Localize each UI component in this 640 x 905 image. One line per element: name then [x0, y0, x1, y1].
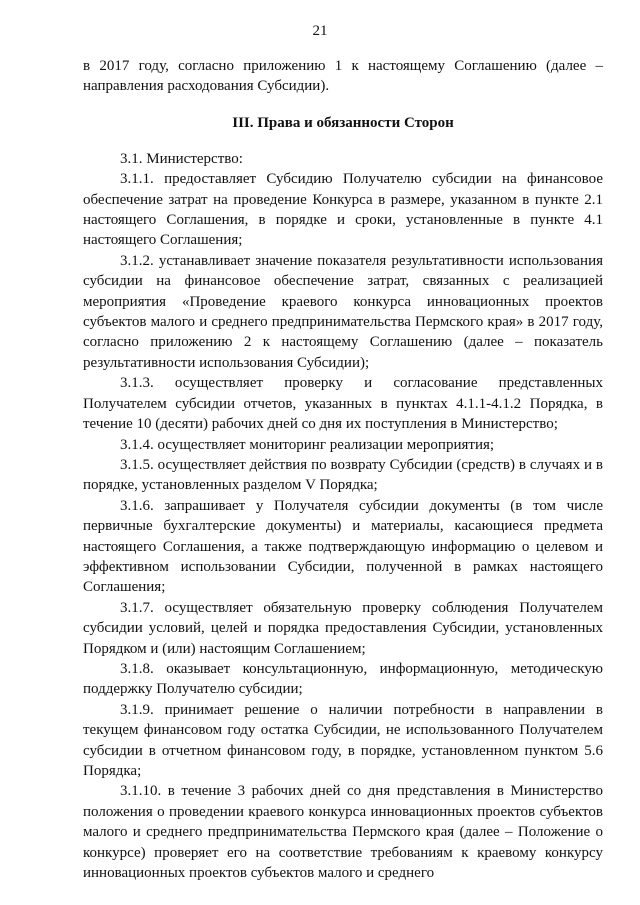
page-number: 21	[312, 23, 328, 39]
section-title: III. Права и обязанности Сторон	[232, 114, 454, 131]
paragraph-3-1-5: 3.1.5. осуществляет действия по возврату Субсидии (средств) в случаях и в порядке, установленных разделом V Порядка;	[83, 456, 603, 494]
intro-paragraph: в 2017 году, согласно приложению 1 к настоящему Соглашению (далее – направления расходования Субсидии).	[83, 58, 603, 95]
paragraph-3-1-1: 3.1.1. предоставляет Субсидию Получателю субсидии на финансовое обеспечение затрат на проведение Конкурса в размере, указанном в пункте 2.1 настоящего Соглашения, в порядке и сроки, установленные в пункте 4.1 настоящего Соглашения;	[83, 171, 603, 249]
paragraph-3-1-9: 3.1.9. принимает решение о наличии потребности в направлении в текущем финансовом году остатка Субсидии, не использованного Получателем субсидии в отчетном финансовом году, в порядке, установленном пунктом 5.6 Порядка;	[83, 701, 603, 779]
paragraph-3-1-3: 3.1.3. осуществляет проверку и согласование представленных Получателем субсидии отчетов, указанных в пунктах 4.1.1-4.1.2 Порядка, в течение 10 (десяти) рабочих дней со дня их поступления в Министерство;	[83, 375, 603, 433]
paragraph-3-1-10: 3.1.10. в течение 3 рабочих дней со дня представления в Министерство положения о проведении краевого конкурса инновационных проектов субъектов малого и среднего предпринимательства Пермского края (далее – Положение о конкурсе) проверяет его на соответствие требованиям к краевому конкурсу инновационных проектов субъектов малого и среднего	[83, 783, 603, 882]
paragraph-3-1-6: 3.1.6. запрашивает у Получателя субсидии документы (в том числе первичные бухгалтерские документы) и материалы, касающиеся предмета настоящего Соглашения, а также подтверждающую информацию о целевом и эффективном использовании Субсидии, полученной в рамках настоящего Соглашения;	[83, 497, 603, 596]
paragraph-3-1: 3.1. Министерство:	[120, 150, 243, 167]
paragraph-3-1-2: 3.1.2. устанавливает значение показателя результативности использования субсидии на финансовое обеспечение затрат, связанных с реализацией мероприятия «Проведение краевого конкурса инновационных проектов субъектов малого и среднего предпринимательства Пермского края» в 2017 году, согласно приложению 2 к настоящему Соглашению (далее – показатель результативности использования Субсидии);	[83, 252, 603, 371]
document-body	[83, 56, 603, 883]
paragraph-3-1-7: 3.1.7. осуществляет обязательную проверку соблюдения Получателем субсидии условий, целей и порядка предоставления Субсидии, установленных Порядком и (или) настоящим Соглашением;	[83, 599, 603, 657]
paragraph-3-1-8: 3.1.8. оказывает консультационную, информационную, методическую поддержку Получателю субсидии;	[83, 660, 603, 698]
paragraph-3-1-4: 3.1.4. осуществляет мониторинг реализации мероприятия;	[120, 436, 495, 453]
